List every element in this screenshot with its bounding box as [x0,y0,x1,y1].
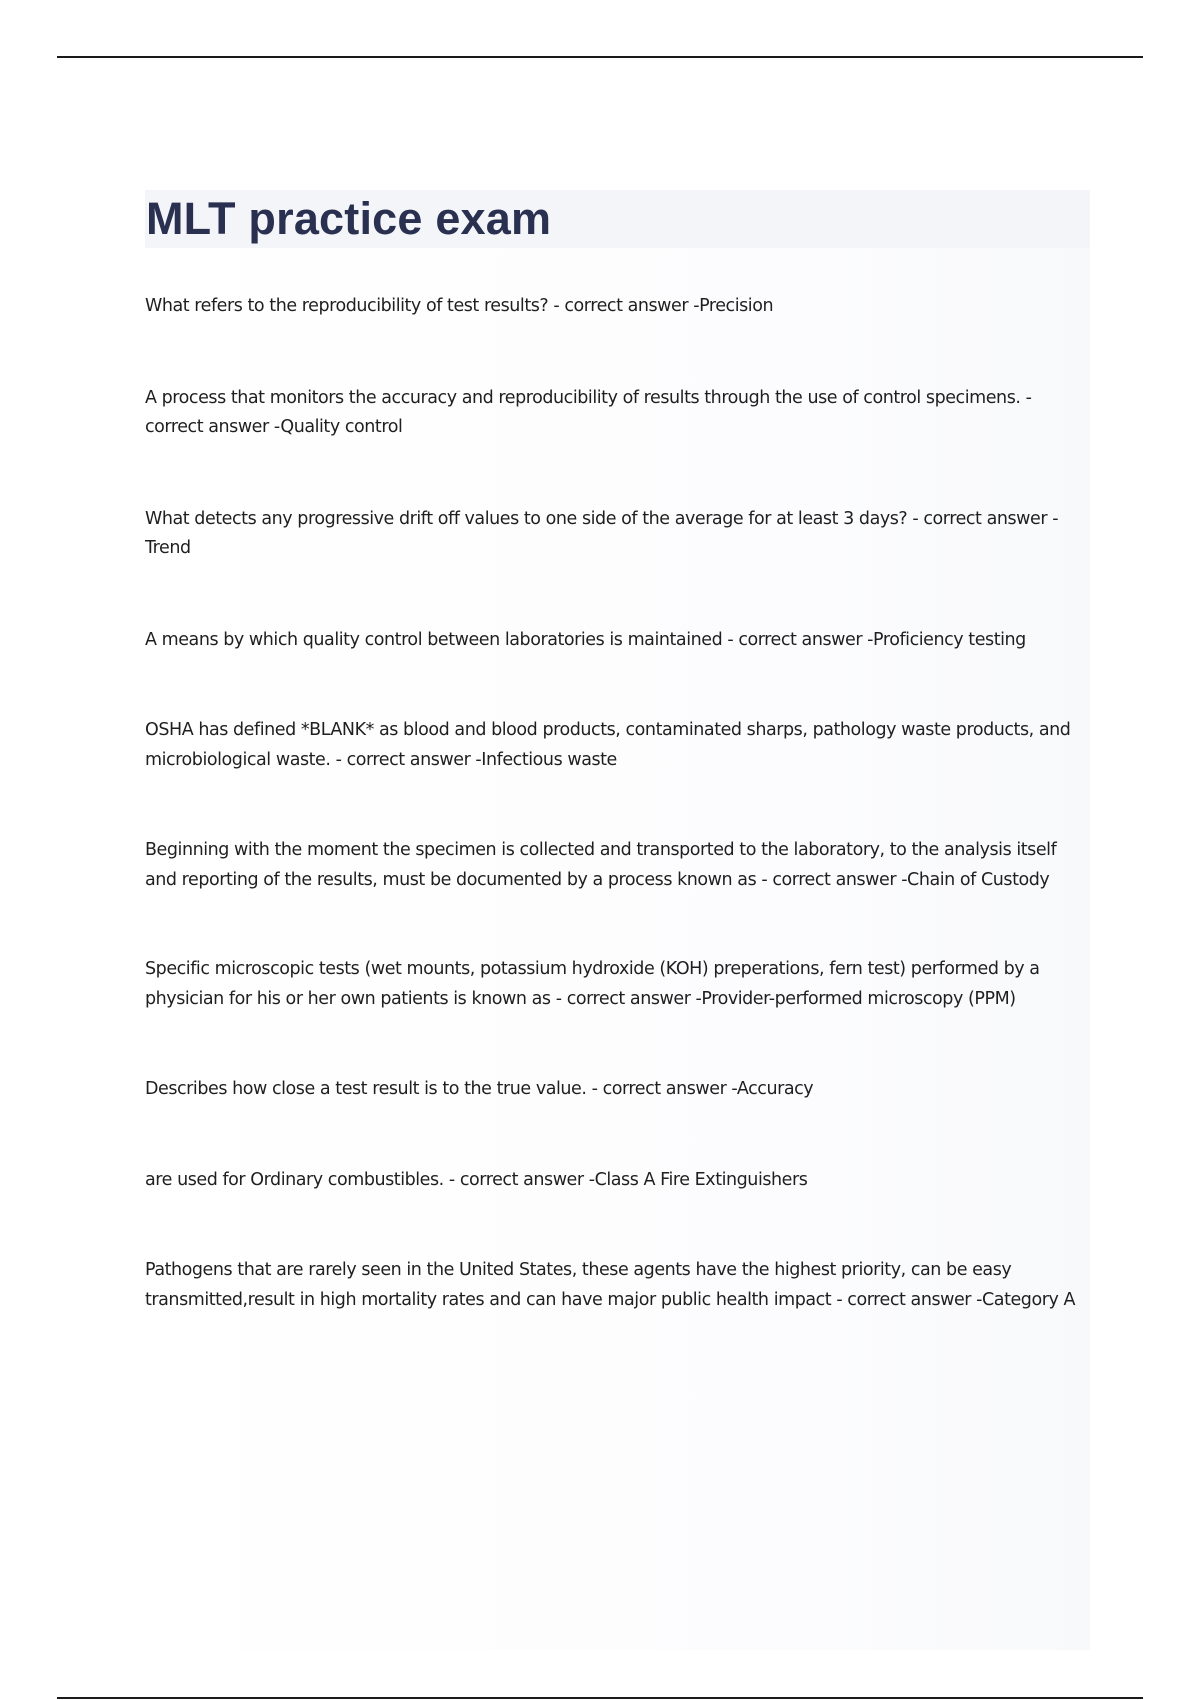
qa-item: are used for Ordinary combustibles. - correct answer -Class A Fire Extinguishers [145,1169,808,1190]
qa-item: What refers to the reproducibility of test results? - correct answer -Precision [145,296,774,316]
qa-item: A means by which quality control between laboratories is maintained - correct answer -Proficiency testing [145,629,1026,650]
document-title: MLT practice exam [146,193,552,244]
question-list [145,292,1090,1315]
header-rule [57,56,1143,58]
qa-item: OSHA has defined *BLANK* as blood and blood products, contaminated sharps, pathology waste products, and microbiological waste. - correct answer -Infectious waste [145,720,1071,770]
title-band [145,190,1090,248]
qa-item: Describes how close a test result is to the true value. - correct answer -Accuracy [145,1079,814,1099]
qa-item: Specific microscopic tests (wet mounts, potassium hydroxide (KOH) preperations, fern test) performed by a physician for his or her own patients is known as - correct answer -Provider-performed microscopy (PPM) [145,959,1040,1009]
qa-item: What detects any progressive drift off values to one side of the average for at least 3 days? - correct answer -Trend [145,508,1059,558]
qa-item: A process that monitors the accuracy and reproducibility of results through the use of control specimens. - correct answer -Quality control [145,387,1032,437]
qa-item: Beginning with the moment the specimen is collected and transported to the laboratory, to the analysis itself and reporting of the results, must be documented by a process known as - correct answer -Chain of Custody [145,840,1057,890]
footer-rule [57,1697,1143,1699]
document-body [145,190,1090,1650]
qa-item: Pathogens that are rarely seen in the United States, these agents have the highest priority, can be easy transmitted,result in high mortality rates and can have major public health impact - correct answer -Category A [145,1260,1075,1310]
